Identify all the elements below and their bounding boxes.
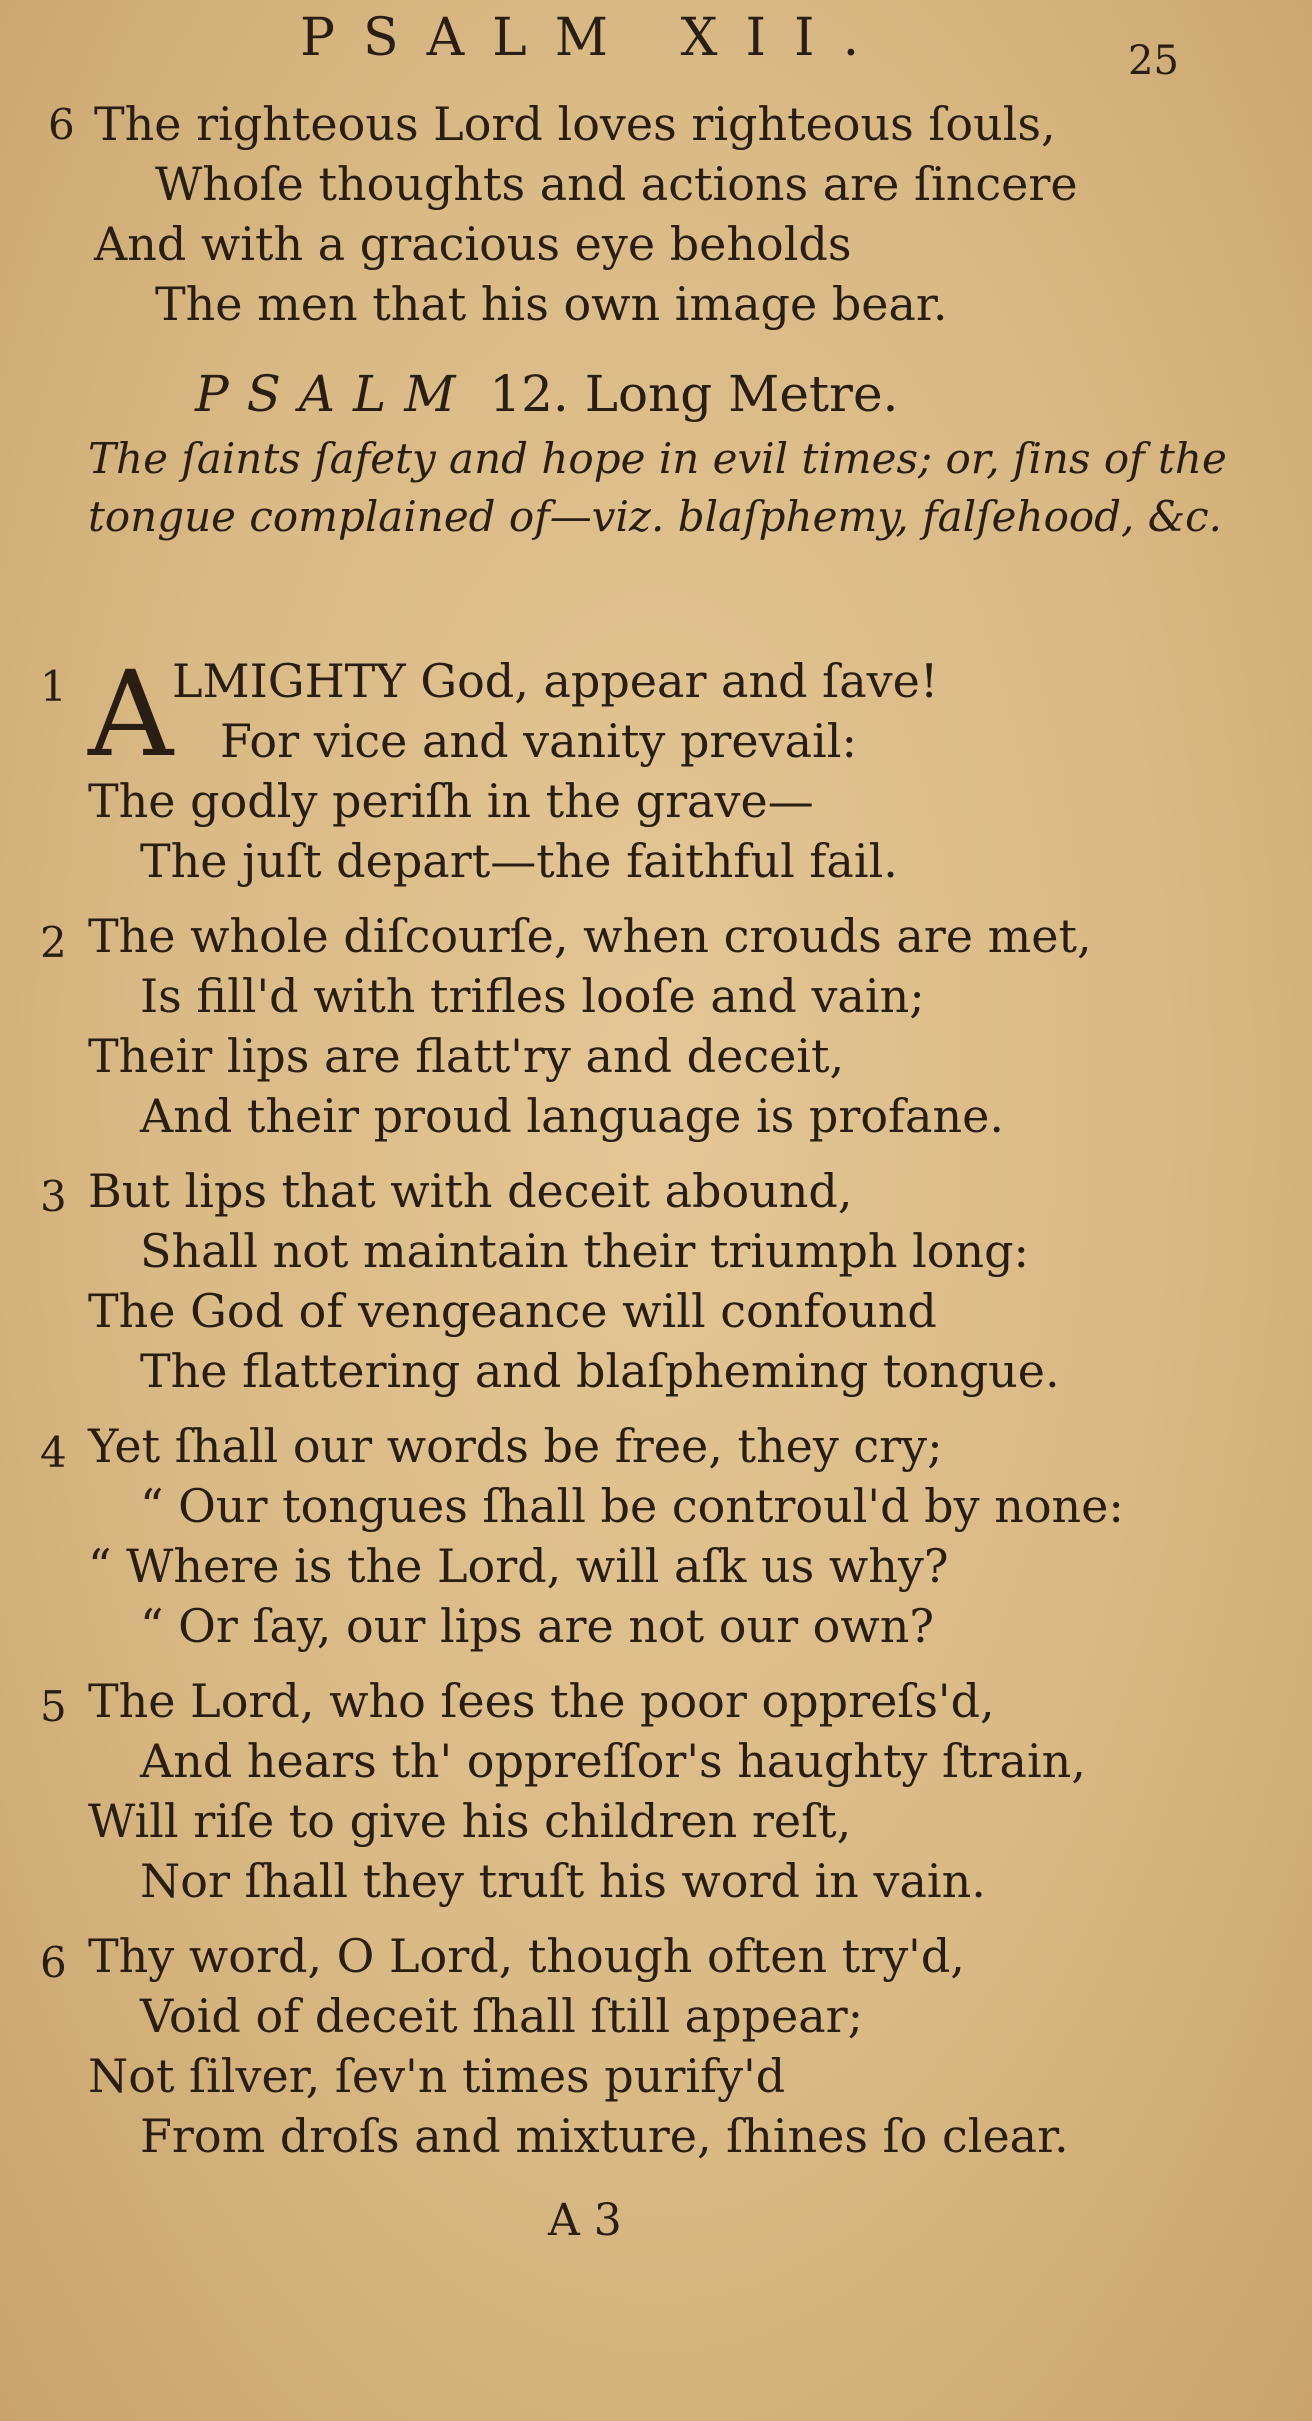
verse-line: Not ſilver, ſev'n times purify'd	[88, 2049, 786, 2103]
verse-line: The flattering and blaſpheming tongue.	[140, 1344, 1060, 1398]
stanza-number: 4	[40, 1428, 67, 1477]
drop-cap: A	[88, 645, 174, 783]
verse-line: LMIGHTY God, appear and ſave!	[172, 654, 939, 708]
verse-line: And their proud language is profane.	[140, 1089, 1004, 1143]
verse-line: From droſs and mixture, ſhines ſo clear.	[140, 2109, 1069, 2163]
verse-line: “ Or ſay, our lips are not our own?	[140, 1599, 935, 1653]
running-title: PSALM XII.	[300, 8, 888, 68]
verse-line: The God of vengeance will confound	[88, 1284, 937, 1338]
verse-line: But lips that with deceit abound,	[88, 1164, 853, 1218]
verse-line: Will riſe to give his children reſt,	[88, 1794, 852, 1848]
verse-line: And hears th' oppreſſor's haughty ſtrain,	[140, 1734, 1086, 1788]
verse-line: Nor ſhall they truſt his word in vain.	[140, 1854, 986, 1908]
page-number: 25	[1128, 38, 1179, 84]
verse-line: “ Where is the Lord, will aſk us why?	[88, 1539, 949, 1593]
verse-line: Thy word, O Lord, though often try'd,	[88, 1929, 965, 1983]
verse-line: For vice and vanity prevail:	[220, 714, 857, 768]
psalm-heading-label: PSALM	[195, 365, 474, 423]
stanza-number: 3	[40, 1172, 67, 1221]
psalm-heading-number: 12.	[489, 365, 569, 423]
signature-mark: A 3	[548, 2195, 622, 2246]
stanza-number: 6	[40, 1938, 67, 1987]
verse-line: Is fill'd with trifles looſe and vain;	[140, 969, 925, 1023]
psalm-heading	[195, 365, 898, 423]
verse-line: Whoſe thoughts and actions are ſincere	[155, 157, 1078, 211]
stanza-number: 5	[40, 1682, 67, 1731]
verse-line: “ Our tongues ſhall be controul'd by none:	[140, 1479, 1124, 1533]
verse-line: Yet ſhall our words be free, they cry;	[88, 1419, 943, 1473]
verse-line: The whole diſcourſe, when crouds are met,	[88, 909, 1092, 963]
verse-line: The juſt depart—the faithful fail.	[140, 834, 898, 888]
verse-line: Void of deceit ſhall ſtill appear;	[140, 1989, 864, 2043]
verse-line: The godly periſh in the grave—	[88, 774, 814, 828]
psalm-argument: The ſaints ſafety and hope in evil times; or, ſins of the tongue complained of—viz. blaſphemy, falſehood, &c.	[88, 434, 1227, 541]
verse-line: The men that his own image bear.	[155, 277, 948, 331]
verse-line: The Lord, who ſees the poor oppreſs'd,	[88, 1674, 995, 1728]
verse-line: And with a gracious eye beholds	[94, 217, 852, 271]
verse-line: Their lips are flatt'ry and deceit,	[88, 1029, 845, 1083]
verse-line: The righteous Lord loves righteous ſouls,	[94, 97, 1056, 151]
stanza-number: 1	[40, 662, 67, 711]
psalm-heading-metre: Long Metre.	[584, 365, 899, 423]
verse-line: Shall not maintain their triumph long:	[140, 1224, 1030, 1278]
page-header	[300, 8, 1179, 84]
stanza-number: 6	[48, 100, 75, 149]
stanza-number: 2	[40, 918, 67, 967]
